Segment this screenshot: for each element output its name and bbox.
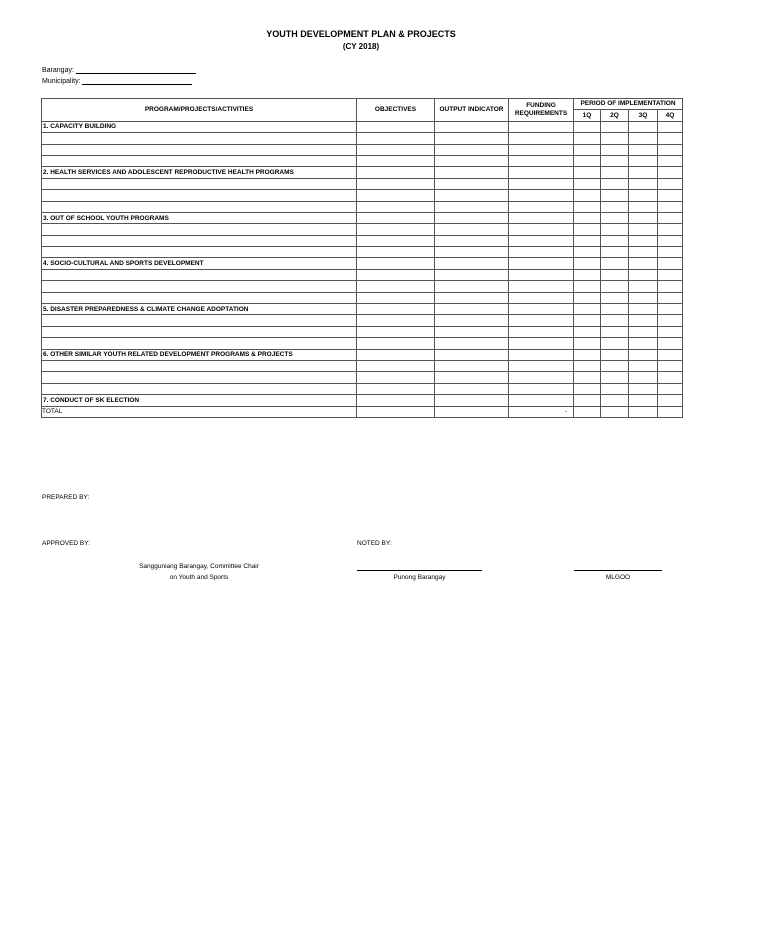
table-cell[interactable]	[574, 235, 601, 246]
table-cell[interactable]	[658, 178, 683, 189]
table-cell[interactable]	[574, 258, 601, 269]
table-cell[interactable]	[509, 315, 574, 326]
table-row	[42, 315, 683, 326]
table-cell[interactable]	[357, 360, 435, 371]
table-cell[interactable]	[42, 326, 357, 337]
table-cell[interactable]	[574, 133, 601, 144]
table-cell[interactable]	[42, 155, 357, 166]
table-cell[interactable]	[435, 269, 509, 280]
table-cell[interactable]	[435, 281, 509, 292]
table-cell[interactable]	[574, 155, 601, 166]
header-program: PROGRAM/PROJECTS/ACTIVITIES	[42, 99, 357, 122]
table-cell[interactable]	[658, 395, 683, 406]
mlgoo-signature-line[interactable]	[574, 570, 662, 571]
table-cell[interactable]	[357, 133, 435, 144]
table-cell[interactable]	[357, 201, 435, 212]
table-cell[interactable]	[509, 121, 574, 132]
table-cell[interactable]	[601, 190, 629, 201]
table-cell[interactable]	[658, 326, 683, 337]
table-cell[interactable]	[357, 383, 435, 394]
table-cell[interactable]	[357, 167, 435, 178]
table-cell[interactable]	[629, 315, 658, 326]
table-cell[interactable]	[629, 326, 658, 337]
table-cell[interactable]	[435, 406, 509, 417]
table-cell[interactable]	[574, 304, 601, 315]
municipality-blank-line[interactable]	[82, 77, 192, 85]
table-row	[42, 360, 683, 371]
table-cell[interactable]	[435, 372, 509, 383]
table-cell[interactable]	[574, 360, 601, 371]
section-row	[42, 258, 683, 269]
table-cell[interactable]	[658, 269, 683, 280]
table-cell[interactable]	[658, 212, 683, 223]
table-cell[interactable]	[42, 144, 357, 155]
table-cell[interactable]	[629, 224, 658, 235]
table-cell[interactable]	[42, 372, 357, 383]
table-cell[interactable]	[658, 360, 683, 371]
table-cell[interactable]	[574, 292, 601, 303]
table-cell[interactable]	[574, 121, 601, 132]
table-cell[interactable]	[629, 235, 658, 246]
table-cell[interactable]	[357, 121, 435, 132]
table-cell[interactable]	[601, 247, 629, 258]
table-cell[interactable]	[357, 395, 435, 406]
table-cell[interactable]	[629, 247, 658, 258]
table-cell[interactable]	[629, 178, 658, 189]
table-cell[interactable]	[629, 281, 658, 292]
table-cell[interactable]	[601, 304, 629, 315]
table-cell[interactable]	[629, 133, 658, 144]
table-cell[interactable]	[509, 167, 574, 178]
table-cell[interactable]	[601, 281, 629, 292]
table-cell[interactable]	[658, 247, 683, 258]
table-cell[interactable]	[42, 292, 357, 303]
table-cell[interactable]	[357, 281, 435, 292]
table-cell[interactable]	[629, 338, 658, 349]
noted-by-label: NOTED BY:	[357, 540, 392, 547]
total-funding-value: -	[509, 406, 574, 417]
table-row	[42, 372, 683, 383]
table-cell[interactable]	[435, 144, 509, 155]
table-cell[interactable]	[435, 178, 509, 189]
table-cell[interactable]	[601, 235, 629, 246]
table-cell[interactable]	[42, 360, 357, 371]
table-cell[interactable]	[629, 201, 658, 212]
table-cell[interactable]	[357, 315, 435, 326]
table-cell[interactable]	[435, 349, 509, 360]
table-cell[interactable]	[509, 360, 574, 371]
table-cell[interactable]	[574, 326, 601, 337]
table-row	[42, 235, 683, 246]
section-row	[42, 121, 683, 132]
table-cell[interactable]	[509, 304, 574, 315]
table-cell[interactable]	[658, 304, 683, 315]
table-cell[interactable]	[601, 360, 629, 371]
table-cell[interactable]	[601, 383, 629, 394]
table-cell[interactable]	[574, 201, 601, 212]
table-cell[interactable]	[629, 190, 658, 201]
table-cell[interactable]	[658, 315, 683, 326]
table-cell[interactable]	[357, 349, 435, 360]
table-row	[42, 326, 683, 337]
table-cell[interactable]	[435, 338, 509, 349]
table-cell[interactable]	[601, 326, 629, 337]
table-cell[interactable]	[357, 155, 435, 166]
table-cell[interactable]	[601, 338, 629, 349]
table-cell[interactable]	[357, 212, 435, 223]
table-cell[interactable]	[509, 349, 574, 360]
table-cell[interactable]	[435, 360, 509, 371]
header-q1: 1Q	[574, 110, 601, 121]
table-cell[interactable]	[509, 326, 574, 337]
table-cell[interactable]	[509, 383, 574, 394]
table-cell[interactable]	[357, 224, 435, 235]
table-cell[interactable]	[42, 178, 357, 189]
section-label: 7. CONDUCT OF SK ELECTION	[42, 395, 357, 406]
table-cell[interactable]	[357, 247, 435, 258]
table-cell[interactable]	[357, 292, 435, 303]
table-cell[interactable]	[42, 201, 357, 212]
header-objectives: OBJECTIVES	[357, 99, 435, 122]
header-output-indicator: OUTPUT INDICATOR	[435, 99, 509, 122]
table-cell[interactable]	[574, 144, 601, 155]
table-cell[interactable]	[629, 304, 658, 315]
table-cell[interactable]	[658, 155, 683, 166]
table-cell[interactable]	[435, 247, 509, 258]
table-row	[42, 144, 683, 155]
table-row	[42, 178, 683, 189]
section-row	[42, 349, 683, 360]
municipality-field	[42, 77, 192, 85]
table-cell[interactable]	[435, 258, 509, 269]
table-cell[interactable]	[601, 292, 629, 303]
table-cell[interactable]	[357, 304, 435, 315]
table-cell[interactable]	[435, 190, 509, 201]
table-cell[interactable]	[658, 167, 683, 178]
table-row	[42, 133, 683, 144]
header-period-of-implementation: PERIOD OF IMPLEMENTATION	[574, 99, 683, 110]
table-cell[interactable]	[357, 326, 435, 337]
table-cell[interactable]	[658, 281, 683, 292]
table-row	[42, 155, 683, 166]
header-q4: 4Q	[658, 110, 683, 121]
table-cell[interactable]	[435, 212, 509, 223]
table-cell[interactable]	[357, 269, 435, 280]
header-q3: 3Q	[629, 110, 658, 121]
punong-barangay-signature-line[interactable]	[357, 570, 482, 571]
punong-barangay-label: Punong Barangay	[393, 574, 446, 581]
table-cell[interactable]	[629, 395, 658, 406]
table-cell[interactable]	[42, 281, 357, 292]
plan-table-body	[42, 121, 683, 417]
table-cell[interactable]	[658, 133, 683, 144]
table-cell[interactable]	[435, 167, 509, 178]
table-cell[interactable]	[509, 144, 574, 155]
table-cell[interactable]	[601, 406, 629, 417]
table-cell[interactable]	[435, 155, 509, 166]
section-row	[42, 167, 683, 178]
table-cell[interactable]	[42, 190, 357, 201]
table-cell[interactable]	[629, 292, 658, 303]
barangay-field	[42, 66, 196, 74]
section-label: 4. SOCIO-CULTURAL AND SPORTS DEVELOPMENT	[42, 258, 357, 269]
section-row	[42, 212, 683, 223]
table-cell[interactable]	[658, 224, 683, 235]
table-cell[interactable]	[601, 167, 629, 178]
table-row	[42, 383, 683, 394]
table-cell[interactable]	[357, 144, 435, 155]
table-cell[interactable]	[601, 372, 629, 383]
table-cell[interactable]	[574, 212, 601, 223]
barangay-label: Barangay:	[42, 67, 74, 74]
table-cell[interactable]	[658, 258, 683, 269]
table-cell[interactable]	[435, 304, 509, 315]
table-cell[interactable]	[574, 349, 601, 360]
table-cell[interactable]	[509, 224, 574, 235]
table-cell[interactable]	[601, 258, 629, 269]
table-cell[interactable]	[601, 178, 629, 189]
table-cell[interactable]	[629, 258, 658, 269]
table-cell[interactable]	[574, 269, 601, 280]
table-cell[interactable]	[601, 315, 629, 326]
table-cell[interactable]	[658, 383, 683, 394]
total-row	[42, 406, 683, 417]
table-cell[interactable]	[509, 372, 574, 383]
table-cell[interactable]	[509, 178, 574, 189]
section-row	[42, 304, 683, 315]
section-label: 3. OUT OF SCHOOL YOUTH PROGRAMS	[42, 212, 357, 223]
table-cell[interactable]	[658, 144, 683, 155]
table-cell[interactable]	[629, 167, 658, 178]
table-cell[interactable]	[629, 372, 658, 383]
table-cell[interactable]	[658, 338, 683, 349]
table-cell[interactable]	[435, 121, 509, 132]
table-cell[interactable]	[509, 155, 574, 166]
table-cell[interactable]	[42, 383, 357, 394]
table-cell[interactable]	[574, 383, 601, 394]
table-cell[interactable]	[658, 406, 683, 417]
table-cell[interactable]	[42, 224, 357, 235]
table-cell[interactable]	[601, 349, 629, 360]
table-cell[interactable]	[574, 247, 601, 258]
table-cell[interactable]	[509, 281, 574, 292]
table-cell[interactable]	[601, 133, 629, 144]
header-q2: 2Q	[601, 110, 629, 121]
table-cell[interactable]	[42, 133, 357, 144]
table-cell[interactable]	[509, 235, 574, 246]
table-cell[interactable]	[509, 212, 574, 223]
section-label: 2. HEALTH SERVICES AND ADOLESCENT REPRODUCTIVE HEALTH PROGRAMS	[42, 167, 357, 178]
barangay-blank-line[interactable]	[76, 66, 196, 74]
table-cell[interactable]	[435, 315, 509, 326]
table-cell[interactable]	[357, 190, 435, 201]
table-cell[interactable]	[509, 247, 574, 258]
table-cell[interactable]	[629, 121, 658, 132]
mlgoo-label: MLGOO	[605, 574, 631, 581]
table-cell[interactable]	[658, 121, 683, 132]
section-label: 5. DISASTER PREPAREDNESS & CLIMATE CHANGE ADOPTATION	[42, 304, 357, 315]
prepared-by-label: PREPARED BY:	[42, 494, 90, 501]
table-cell[interactable]	[357, 258, 435, 269]
table-cell[interactable]	[42, 315, 357, 326]
section-row	[42, 395, 683, 406]
table-cell[interactable]	[601, 121, 629, 132]
table-cell[interactable]	[509, 269, 574, 280]
table-cell[interactable]	[574, 281, 601, 292]
table-cell[interactable]	[509, 201, 574, 212]
table-cell[interactable]	[574, 224, 601, 235]
table-cell[interactable]	[435, 383, 509, 394]
header-funding-requirements: FUNDING REQUIREMENTS	[509, 99, 574, 122]
table-cell[interactable]	[435, 201, 509, 212]
table-row	[42, 190, 683, 201]
table-cell[interactable]	[658, 190, 683, 201]
plan-table	[41, 98, 683, 418]
table-row	[42, 269, 683, 280]
table-cell[interactable]	[629, 360, 658, 371]
table-cell[interactable]	[357, 372, 435, 383]
document-subtitle: (CY 2018)	[342, 42, 380, 51]
table-cell[interactable]	[42, 338, 357, 349]
table-cell[interactable]	[629, 155, 658, 166]
table-cell[interactable]	[509, 258, 574, 269]
table-row	[42, 281, 683, 292]
table-cell[interactable]	[629, 269, 658, 280]
total-label: TOTAL	[42, 406, 357, 417]
table-cell[interactable]	[601, 212, 629, 223]
table-cell[interactable]	[357, 338, 435, 349]
table-cell[interactable]	[574, 178, 601, 189]
table-cell[interactable]	[42, 247, 357, 258]
table-cell[interactable]	[601, 201, 629, 212]
table-row	[42, 224, 683, 235]
table-cell[interactable]	[574, 395, 601, 406]
committee-chair-title-line2: on Youth and Sports	[169, 574, 229, 581]
table-cell[interactable]	[658, 292, 683, 303]
table-cell[interactable]	[574, 167, 601, 178]
table-cell[interactable]	[42, 269, 357, 280]
committee-chair-title-line1: Sangguniang Barangay, Committee Chair	[139, 563, 259, 570]
table-cell[interactable]	[357, 235, 435, 246]
table-cell[interactable]	[435, 235, 509, 246]
table-cell[interactable]	[435, 133, 509, 144]
document-title: YOUTH DEVELOPMENT PLAN & PROJECTS	[266, 29, 456, 39]
table-cell[interactable]	[509, 338, 574, 349]
table-cell[interactable]	[509, 133, 574, 144]
table-cell[interactable]	[435, 292, 509, 303]
table-cell[interactable]	[574, 190, 601, 201]
section-label: 1. CAPACITY BUILDING	[42, 121, 357, 132]
table-cell[interactable]	[629, 383, 658, 394]
table-cell[interactable]	[435, 326, 509, 337]
table-cell[interactable]	[601, 269, 629, 280]
table-cell[interactable]	[601, 395, 629, 406]
table-row	[42, 247, 683, 258]
table-cell[interactable]	[435, 395, 509, 406]
table-cell[interactable]	[357, 406, 435, 417]
table-cell[interactable]	[509, 292, 574, 303]
table-cell[interactable]	[658, 235, 683, 246]
table-cell[interactable]	[357, 178, 435, 189]
municipality-label: Municipality:	[42, 78, 81, 85]
table-row	[42, 201, 683, 212]
section-label: 6. OTHER SIMILAR YOUTH RELATED DEVELOPMENT PROGRAMS & PROJECTS	[42, 349, 357, 360]
table-row	[42, 338, 683, 349]
table-cell[interactable]	[509, 190, 574, 201]
table-cell[interactable]	[629, 144, 658, 155]
table-cell[interactable]	[601, 224, 629, 235]
table-row	[42, 292, 683, 303]
table-cell[interactable]	[601, 155, 629, 166]
table-cell[interactable]	[658, 349, 683, 360]
table-cell[interactable]	[629, 349, 658, 360]
table-cell[interactable]	[574, 372, 601, 383]
approved-by-label: APPROVED BY:	[42, 540, 91, 547]
table-cell[interactable]	[574, 338, 601, 349]
table-cell[interactable]	[629, 212, 658, 223]
table-cell[interactable]	[574, 406, 601, 417]
table-cell[interactable]	[509, 395, 574, 406]
table-cell[interactable]	[658, 201, 683, 212]
table-cell[interactable]	[601, 144, 629, 155]
table-cell[interactable]	[574, 315, 601, 326]
table-cell[interactable]	[629, 406, 658, 417]
table-cell[interactable]	[42, 235, 357, 246]
table-cell[interactable]	[435, 224, 509, 235]
table-cell[interactable]	[658, 372, 683, 383]
